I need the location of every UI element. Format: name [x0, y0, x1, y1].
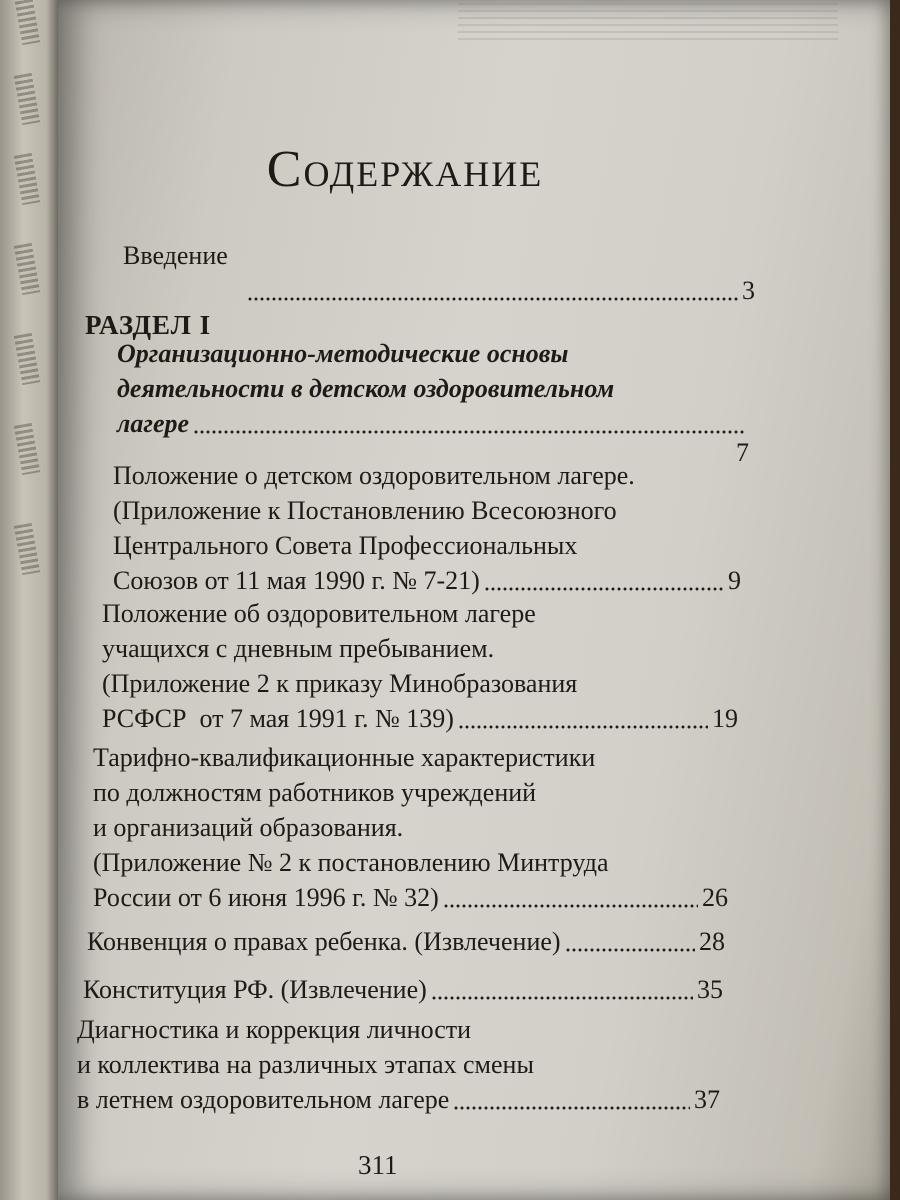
toc-page-number: 3 [742, 276, 755, 305]
toc-entry [77, 1012, 720, 1117]
dot-leader [247, 297, 738, 301]
toc-page-number: 35 [697, 975, 723, 1004]
dot-leader [565, 948, 695, 952]
previous-page-edge [0, 0, 58, 1200]
toc-entry [87, 924, 725, 959]
toc-entry [113, 458, 741, 598]
toc-page-number: 28 [699, 927, 725, 956]
toc-page-number: 9 [728, 566, 741, 595]
toc-entry-line: Союзов от 11 мая 1990 г. № 7-21) [113, 566, 480, 595]
toc-entry [83, 972, 723, 1007]
dot-leader [458, 725, 708, 729]
toc-entry-line: лагере [117, 409, 190, 438]
toc-entry-line: Конституция РФ. (Извлечение) [83, 975, 427, 1004]
toc-entry-line: России от 6 июня 1996 г. № 32) [93, 883, 439, 912]
toc-entry-line: учащихся с дневным пребыванием. [102, 634, 495, 663]
toc-page-number: 19 [712, 704, 738, 733]
toc-entry-line: Диагностика и коррекция личности [77, 1015, 472, 1044]
dot-leader [193, 430, 745, 434]
toc-entry-intro [123, 238, 755, 308]
toc-entry-line: Организационно-методические основы [117, 339, 569, 368]
toc-entry-line: и коллектива на различных этапах смены [77, 1050, 534, 1079]
toc-entry-line: Тарифно-квалификационные характеристики [93, 743, 596, 772]
toc-entry-line: РСФСР от 7 мая 1991 г. № 139) [102, 704, 454, 733]
toc-entry-line: Положение об оздоровительном лагере [102, 599, 536, 628]
toc-entry-line: деятельности в детском оздоровительном [117, 374, 615, 403]
toc-entry-line: Конвенция о правах ребенка. (Извлечение) [87, 927, 561, 956]
toc-entry-line: (Приложение к Постановлению Всесоюзного [113, 496, 617, 525]
section-heading: РАЗДЕЛ I [85, 310, 212, 340]
dot-leader [453, 1106, 690, 1110]
toc-entry [93, 740, 728, 915]
toc-entry-line: и организаций образования. [93, 813, 404, 842]
toc-entry [117, 336, 749, 470]
toc-entry-text: Введение [123, 241, 228, 270]
toc-page-number: 37 [694, 1085, 720, 1114]
page-number: 311 [358, 1150, 398, 1180]
toc-entry-line: по должностям работников учреждений [93, 778, 537, 807]
toc-entry [102, 596, 738, 736]
toc-page-number: 7 [736, 438, 749, 467]
toc-entry-line: (Приложение 2 к приказу Минобразования [102, 669, 578, 698]
toc-entry-line: Центрального Совета Профессиональных [113, 531, 578, 560]
dot-leader [443, 904, 698, 908]
dot-leader [484, 587, 724, 591]
toc-entry-line: (Приложение № 2 к постановлению Минтруда [93, 848, 609, 877]
show-through-text [458, 0, 838, 40]
toc-entry-line: в летнем оздоровительном лагере [77, 1085, 450, 1114]
dot-leader [431, 996, 693, 1000]
toc-page-number: 26 [702, 883, 728, 912]
page-title: Содержание [266, 141, 544, 198]
toc-entry-line: Положение о детском оздоровительном лагере. [113, 461, 635, 490]
